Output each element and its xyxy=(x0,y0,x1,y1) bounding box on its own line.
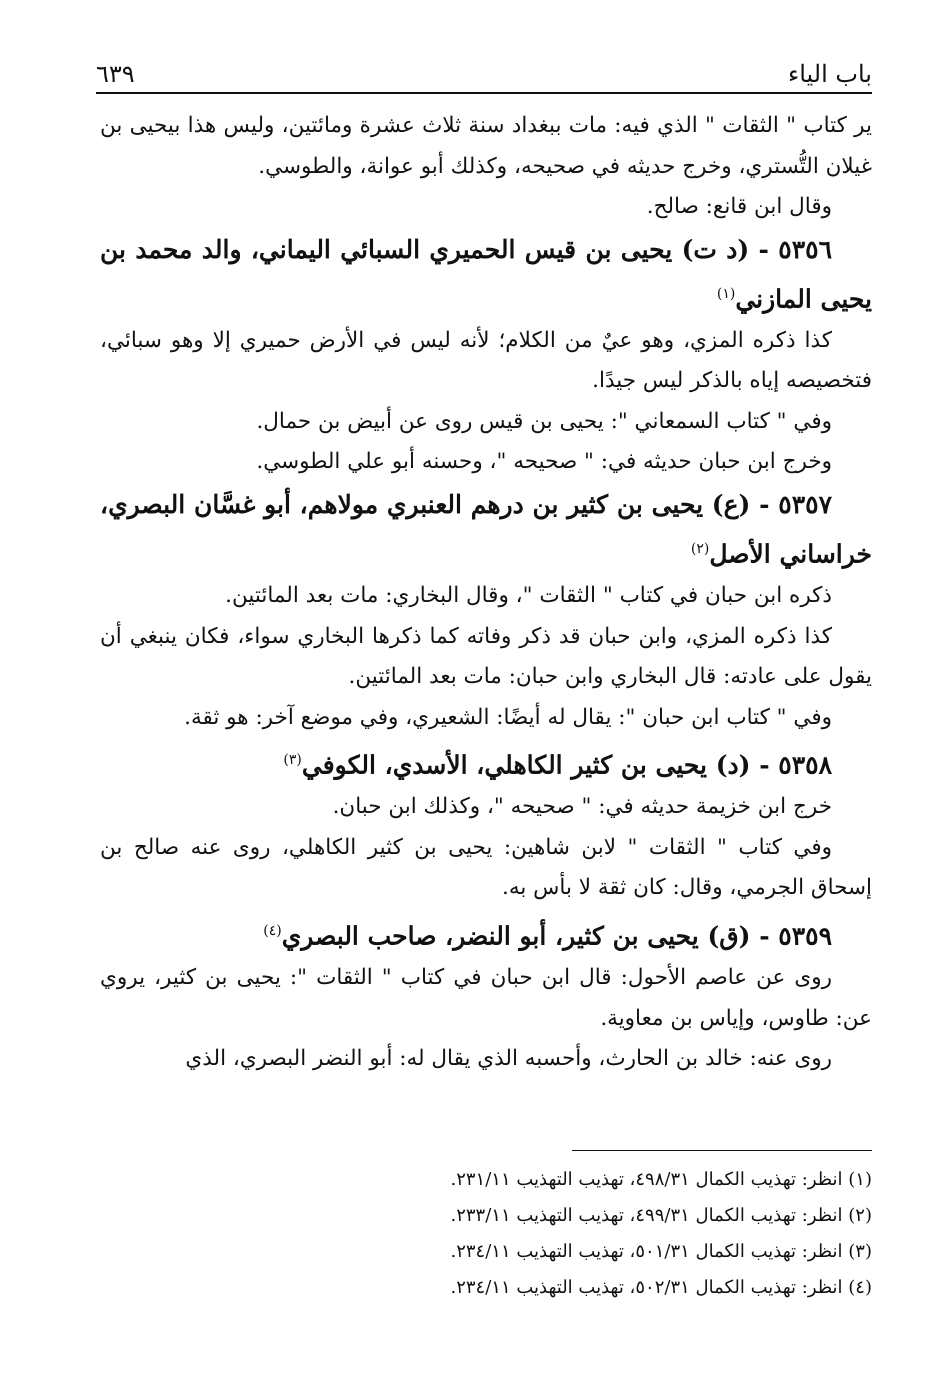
footnote-ref: (٢) xyxy=(690,540,710,557)
footnote-ref: (٤) xyxy=(263,922,282,939)
paragraph: ير كتاب " الثقات " الذي فيه: مات ببغداد سنة ثلاث عشرة ومائتين، وليس هذا بيحيى بن غيلان التُّستري، وخرج حديثه في صحيحه، وكذلك أبو عوانة، والطوسي. xyxy=(100,113,872,179)
paragraph: وفي " كتاب السمعاني ": يحيى بن قيس روى عن أبيض بن حمال. xyxy=(256,408,832,434)
entry-title: ٥٣٥٨ - (د) يحيى بن كثير الكاهلي، الأسدي، الكوفي xyxy=(301,750,832,780)
paragraph: وخرج ابن حبان حديثه في: " صحيحه "، وحسنه أبو علي الطوسي. xyxy=(256,449,832,475)
footnote-ref: (٣) xyxy=(283,752,302,769)
paragraph: كذا ذكره المزي، وهو عيٌ من الكلام؛ لأنه ليس في الأرض حميري إلا وهو سبائي، فتخصيصه إياه بالذكر ليس جيدًا. xyxy=(100,327,872,394)
entry-title: ٥٣٥٧ - (ع) يحيى بن كثير بن درهم العنبري مولاهم، أبو غسَّان البصري، خراساني الأصل xyxy=(100,489,872,569)
footnote: (٣) انظر: تهذيب الكمال ٥٠١/٣١، تهذيب التهذيب ٢٣٤/١١. xyxy=(450,1241,872,1262)
paragraph: روى عنه: خالد بن الحارث، وأحسبه الذي يقال له: أبو النضر البصري، الذي xyxy=(185,1046,832,1072)
paragraph: كذا ذكره المزي، وابن حبان قد ذكر وفاته كما ذكرها البخاري سواء، فكان ينبغي أن يقول على عادته: قال البخاري وابن حبان: مات بعد المائتين. xyxy=(100,623,872,690)
paragraph: وفي كتاب " الثقات " لابن شاهين: يحيى بن كثير الكاهلي، روى عنه صالح بن إسحاق الجرمي، وقال: كان ثقة لا بأس به. xyxy=(100,834,872,901)
footnote-rule xyxy=(572,1150,872,1151)
entry-title: ٥٣٥٩ - (ق) يحيى بن كثير، أبو النضر، صاحب البصري xyxy=(281,921,832,951)
page-body xyxy=(100,106,872,1080)
entry-heading xyxy=(100,483,872,576)
entry-title: ٥٣٥٦ - (د ت) يحيى بن قيس الحميري السبائي اليماني، والد محمد بن يحيى المازني xyxy=(100,234,872,313)
footnote: (١) انظر: تهذيب الكمال ٤٩٨/٣١، تهذيب التهذيب ٢٣١/١١. xyxy=(450,1169,872,1190)
footnotes xyxy=(100,1162,872,1306)
footnote: (٢) انظر: تهذيب الكمال ٤٩٩/٣١، تهذيب التهذيب ٢٣٣/١١. xyxy=(450,1205,872,1226)
entry-heading xyxy=(100,909,872,958)
footnote: (٤) انظر: تهذيب الكمال ٥٠٢/٣١، تهذيب التهذيب ٢٣٤/١١. xyxy=(450,1277,872,1298)
running-header xyxy=(96,52,872,88)
entry-heading xyxy=(100,228,872,321)
paragraph: خرج ابن خزيمة حديثه في: " صحيحه "، وكذلك ابن حبان. xyxy=(332,794,832,820)
paragraph: روى عن عاصم الأحول: قال ابن حبان في كتاب " الثقات ": يحيى بن كثير، يروي عن: طاوس، وإياس بن معاوية. xyxy=(100,965,872,1031)
footnote-ref: (١) xyxy=(716,285,736,302)
paragraph: وفي " كتاب ابن حبان ": يقال له أيضًا: الشعيري، وفي موضع آخر: هو ثقة. xyxy=(184,704,832,730)
header-rule xyxy=(96,92,872,94)
page-number: ٦٣٩ xyxy=(96,60,135,88)
paragraph: وقال ابن قانع: صالح. xyxy=(646,194,832,219)
entry-heading xyxy=(100,738,872,787)
paragraph: ذكره ابن حبان في كتاب " الثقات "، وقال البخاري: مات بعد المائتين. xyxy=(225,583,832,609)
chapter-title: باب الياء xyxy=(787,60,872,88)
